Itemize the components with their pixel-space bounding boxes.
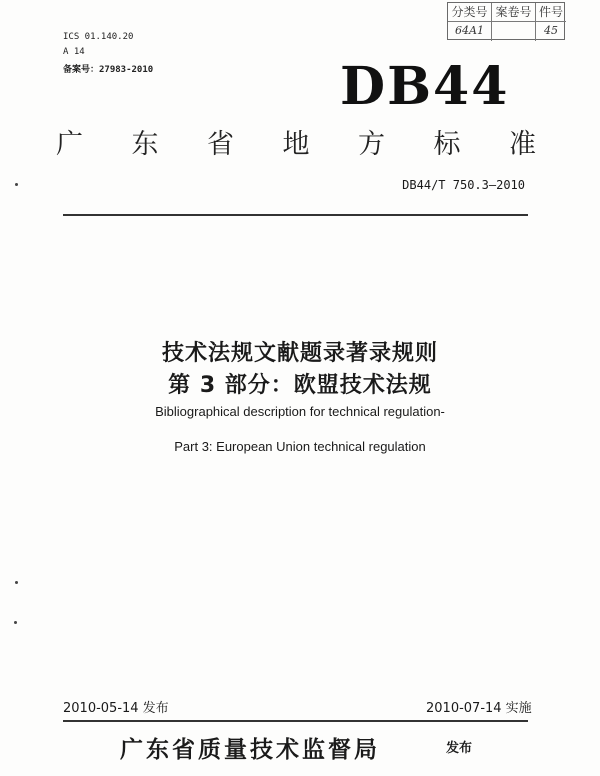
ics-code: ICS 01.140.20 [63,32,134,42]
standard-type-char: 省 [207,129,234,160]
standard-type-char: 标 [433,129,461,160]
bottom-divider [63,720,528,722]
title-cn-main: 技术法规文献题录著录规则 [161,341,438,366]
title-en-main: Bibliographical description for technical regulation- [155,404,445,419]
standard-type-heading [56,122,536,161]
implement-date: 2010-07-14 实施 [426,701,532,716]
scan-dot [15,581,18,584]
standard-type-char: 广 [56,129,83,160]
issuer-suffix: 发布 [446,741,473,756]
standard-type-char: 东 [131,129,159,160]
stamp-value-category: 64A1 [448,22,492,41]
record-number: 备案号：27983-2010 [63,65,154,75]
ccs-code: A 14 [63,47,85,57]
standard-type-char: 准 [509,129,536,160]
stamp-value-file [492,22,536,41]
filing-stamp-table [447,2,565,40]
publish-date: 2010-05-14 发布 [63,701,169,716]
standard-type-char: 方 [358,129,385,160]
stamp-value-item: 45 [544,24,558,37]
top-divider [63,214,528,216]
scan-dot [15,183,18,186]
stamp-header-file: 案卷号 [492,3,536,22]
standard-number: DB44/T 750.3—2010 [402,178,525,192]
standard-type-char: 地 [282,129,310,160]
title-cn-part: 第 3 部分：欧盟技术法规 [168,373,432,398]
issuer-name: 广东省质量技术监督局 [120,736,380,763]
title-en-part: Part 3: European Union technical regulation [174,439,426,454]
stamp-header-category: 分类号 [448,3,492,22]
standard-logo: DB44 [340,56,510,117]
scan-dot [14,621,17,624]
stamp-header-item: 件号 [536,3,566,22]
